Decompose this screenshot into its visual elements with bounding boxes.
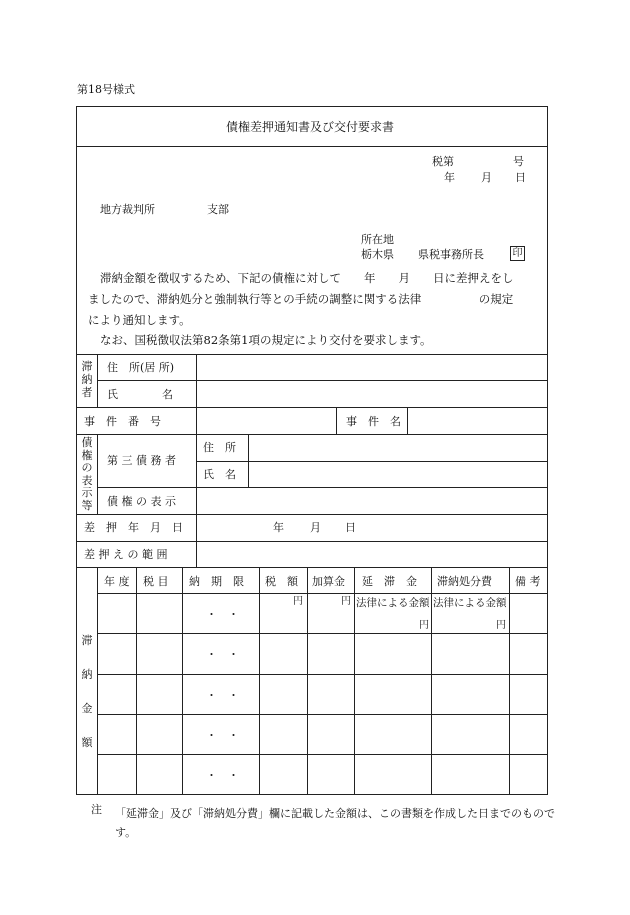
row-line [97,593,548,594]
body-line-1: 滞納金額を徴収するため、下記の債権に対して 年 月 日に差押えをし [100,271,514,285]
col-line [509,567,510,795]
row-line [76,407,548,408]
col-line [196,354,197,567]
table-top-line [76,354,548,355]
sender-prefecture: 栃木県 [361,248,394,261]
col-line [431,567,432,795]
row-line [97,380,548,381]
date-month: 月 [481,171,492,184]
sender-office-title: 県税事務所長 [418,248,484,261]
third-debtor-name-label: 氏 名 [203,468,236,481]
document-title: 債権差押通知書及び交付要求書 [226,120,395,134]
footnote-label: 注 [91,803,102,816]
name-label: 氏 名 [107,388,173,401]
doc-number-suffix: 号 [513,155,524,168]
col-line [248,434,249,487]
official-seal-mark: 印 [510,246,525,261]
claim-display-group-label: 債権の表示等 [81,436,93,512]
col-header-remarks: 備 考 [515,575,541,588]
col-line [336,407,337,434]
disposal-cost-yen: 円 [496,620,506,631]
date-year: 年 [444,171,455,184]
col-line [136,567,137,795]
col-line [407,407,408,434]
due-date-separators: ・ ・ [206,769,239,782]
addressee-branch: 支部 [207,203,229,216]
date-day: 日 [515,171,526,184]
delinquent-label: 滞納者 [81,360,93,399]
seizure-scope-label: 差 押 え の 範 囲 [84,548,168,561]
amount-group-label: 滞納金額 [81,634,93,749]
claim-display-label: 債 権 の 表 示 [107,495,176,508]
case-number-label: 事 件 番 号 [84,415,161,428]
seizure-date-day: 日 [345,521,356,534]
late-charge-yen: 円 [419,620,429,631]
col-header-tax-amount: 税 額 [265,575,298,588]
due-date-separators: ・ ・ [206,608,239,621]
title-divider [76,146,548,147]
seizure-date-month: 月 [310,521,321,534]
additional-tax-yen: 円 [341,596,351,607]
tax-amount-yen: 円 [293,596,303,607]
col-line [354,567,355,795]
due-date-separators: ・ ・ [206,648,239,661]
col-line [307,567,308,795]
row-line [97,714,548,715]
address-label: 住 所(居 所) [107,361,175,374]
body-line-3: により通知します。 [88,313,191,327]
case-name-label: 事 件 名 [346,415,401,428]
body-line-2: ましたので、滞納処分と強制執行等との手続の調整に関する法律 の規定 [88,292,514,306]
doc-number-prefix: 税第 [432,155,454,168]
row-line [97,633,548,634]
form-number: 第18号様式 [77,83,135,96]
addressee-court: 地方裁判所 [100,203,155,216]
col-header-disposal-cost: 滞納処分費 [437,575,492,588]
col-header-fiscal-year: 年 度 [104,575,130,588]
row-line [76,567,548,568]
footnote-text: 「延滞金」及び「滞納処分費」欄に記載した金額は、この書類を作成した日までのものです。 [115,807,555,839]
disposal-cost-legal-note: 法律による金額 [433,597,507,609]
sender-address-label: 所在地 [361,233,394,246]
col-line [97,567,98,795]
row-line [76,514,548,515]
col-line [97,434,98,514]
col-line [182,567,183,795]
row-line [97,487,548,488]
row-line [76,434,548,435]
due-date-separators: ・ ・ [206,729,239,742]
seizure-date-year: 年 [273,521,284,534]
col-line [259,567,260,795]
col-line [97,354,98,407]
late-charge-legal-note: 法律による金額 [356,597,430,609]
row-line [97,754,548,755]
col-header-additional-tax: 加算金 [312,575,345,588]
col-header-due-date: 納 期 限 [189,575,244,588]
col-header-tax-item: 税 目 [143,575,169,588]
seizure-date-label: 差 押 年 月 日 [84,521,183,534]
third-debtor-address-label: 住 所 [203,441,236,454]
due-date-separators: ・ ・ [206,689,239,702]
col-header-late-charge: 延 滞 金 [362,575,417,588]
third-debtor-label: 第 三 債 務 者 [107,454,176,467]
row-line [97,674,548,675]
row-line [76,541,548,542]
body-line-4: なお、国税徴収法第82条第1項の規定により交付を要求します。 [100,333,432,347]
